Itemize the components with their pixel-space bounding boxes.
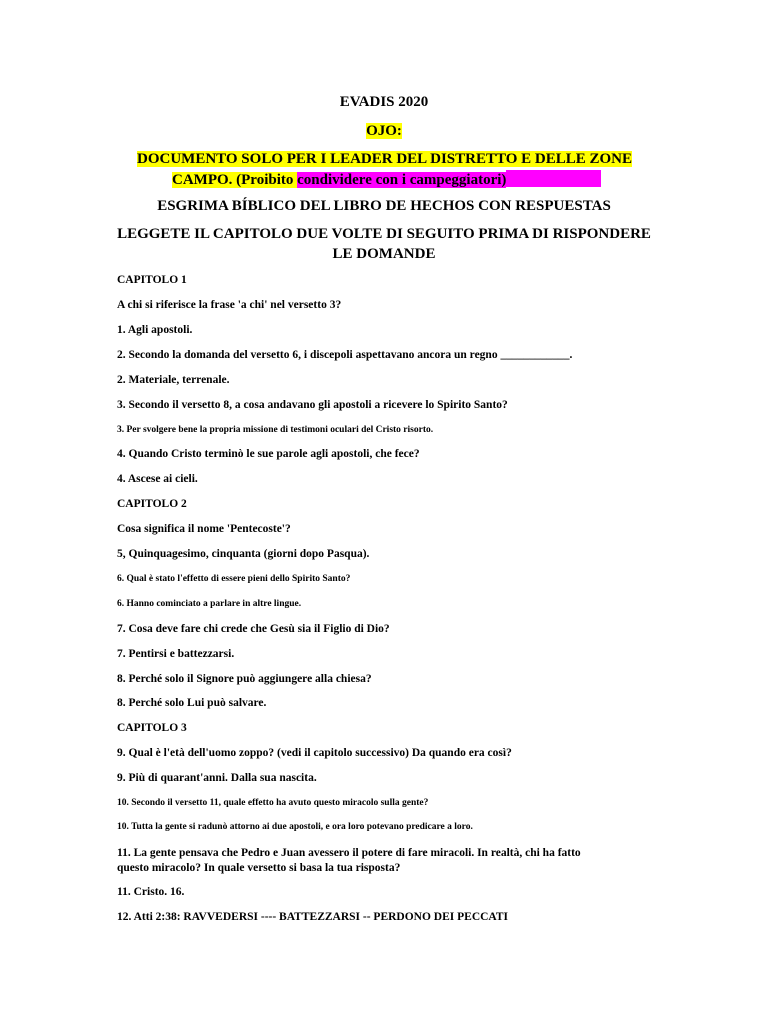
answer-line: 7. Pentirsi e battezzarsi. bbox=[117, 648, 235, 660]
chapter-heading: CAPITOLO 1 bbox=[117, 274, 187, 286]
document-title: EVADIS 2020 bbox=[339, 94, 429, 110]
answer-line: 3. Per svolgere bene la propria missione di testimoni oculari del Cristo risorto. bbox=[117, 425, 434, 435]
answer-line: 2. Materiale, terrenale. bbox=[117, 374, 230, 386]
instruction-line-2: LE DOMANDE bbox=[332, 246, 436, 262]
notice-line-2-part-a: CAMPO. (Proibito bbox=[172, 172, 298, 188]
question-line: 4. Quando Cristo terminò le sue parole agli apostoli, che fece? bbox=[117, 448, 420, 460]
magenta-highlight-bar bbox=[506, 170, 601, 187]
question-line: 8. Perché solo il Signore può aggiungere alla chiesa? bbox=[117, 673, 372, 685]
notice-line-2 bbox=[172, 170, 601, 189]
question-line: 9. Qual è l'età dell'uomo zoppo? (vedi il capitolo successivo) Da quando era così? bbox=[117, 747, 512, 759]
answer-line: 1. Agli apostoli. bbox=[117, 324, 193, 336]
answer-line: 10. Tutta la gente si radunò attorno ai due apostoli, e ora loro potevano predicare a loro. bbox=[117, 822, 473, 832]
answer-line: 9. Più di quarant'anni. Dalla sua nascita. bbox=[117, 772, 317, 784]
notice-line-1 bbox=[137, 151, 632, 168]
answer-line: 6. Hanno cominciato a parlare in altre lingue. bbox=[117, 599, 302, 609]
answer-line: 11. Cristo. 16. bbox=[117, 886, 185, 898]
question-line: A chi si riferisce la frase 'a chi' nel versetto 3? bbox=[117, 299, 342, 311]
chapter-heading: CAPITOLO 2 bbox=[117, 498, 187, 510]
answer-line: 5, Quinquagesimo, cinquanta (giorni dopo Pasqua). bbox=[117, 548, 370, 560]
answer-line: 8. Perché solo Lui può salvare. bbox=[117, 697, 267, 709]
question-line-continued: questo miracolo? In quale versetto si basa la tua risposta? bbox=[117, 862, 401, 874]
document-subtitle: ESGRIMA BÍBLICO DEL LIBRO DE HECHOS CON RESPUESTAS bbox=[157, 198, 611, 214]
question-line: 2. Secondo la domanda del versetto 6, i discepoli aspettavano ancora un regno ____________. bbox=[117, 349, 573, 361]
notice-line-2-part-b: condividere con i campeggiatori) bbox=[297, 172, 507, 188]
question-line: 10. Secondo il versetto 11, quale effetto ha avuto questo miracolo sulla gente? bbox=[117, 798, 429, 808]
notice-line-1-text: DOCUMENTO SOLO PER I LEADER DEL DISTRETTO E DELLE ZONE bbox=[137, 151, 632, 167]
question-line: 7. Cosa deve fare chi crede che Gesù sia il Figlio di Dio? bbox=[117, 623, 390, 635]
ojo-label bbox=[0, 123, 768, 140]
answer-line: 12. Atti 2:38: RAVVEDERSI ---- BATTEZZARSI -- PERDONO DEI PECCATI bbox=[117, 911, 509, 923]
instruction-line-1: LEGGETE IL CAPITOLO DUE VOLTE DI SEGUITO PRIMA DI RISPONDERE bbox=[117, 226, 651, 242]
ojo-highlight: OJO: bbox=[366, 123, 402, 139]
chapter-heading: CAPITOLO 3 bbox=[117, 722, 187, 734]
question-line: 6. Qual è stato l'effetto di essere pieni dello Spirito Santo? bbox=[117, 574, 351, 584]
question-line: Cosa significa il nome 'Pentecoste'? bbox=[117, 523, 291, 535]
answer-line: 4. Ascese ai cieli. bbox=[117, 473, 198, 485]
question-line: 11. La gente pensava che Pedro e Juan avessero il potere di fare miracoli. In realtà, chi ha fatto bbox=[117, 847, 581, 859]
question-line: 3. Secondo il versetto 8, a cosa andavano gli apostoli a ricevere lo Spirito Santo? bbox=[117, 399, 508, 411]
